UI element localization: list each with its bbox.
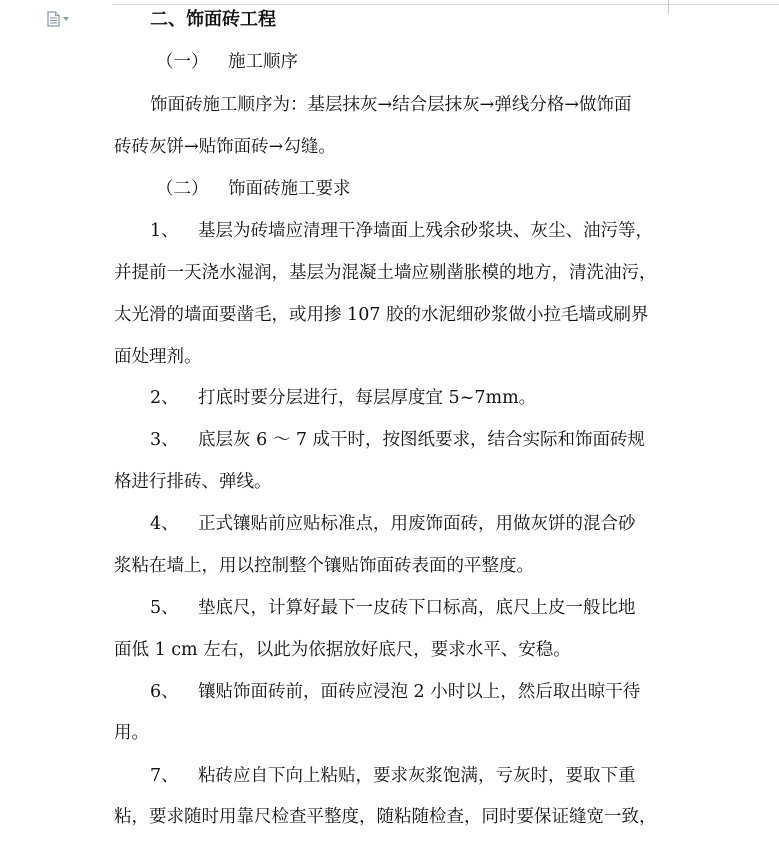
list-item-text: 底层灰 6 ～ 7 成干时，按图纸要求，结合实际和饰面砖规: [198, 430, 646, 450]
list-item-number: 1、: [150, 221, 179, 241]
page-corner-mark: [668, 0, 669, 14]
list-item-text: 太光滑的墙面要凿毛，或用掺 107 胶的水泥细砂浆做小拉毛墙或刷界: [114, 305, 649, 325]
list-item-number: 4、: [150, 514, 179, 534]
list-item: [150, 764, 636, 788]
section-heading-requirements: [156, 177, 351, 201]
list-item-text: 并提前一天浇水湿润，基层为混凝土墙应剔凿胀模的地方，清洗油污，: [114, 263, 657, 283]
list-item-number: 7、: [150, 766, 179, 786]
list-item: [150, 680, 640, 704]
list-item-number: 2、: [150, 388, 179, 408]
section-number: （二）: [156, 179, 209, 199]
list-item: [150, 428, 645, 452]
list-item-text: 正式镶贴前应贴标准点，用废饰面砖，用做灰饼的混合砂: [198, 514, 636, 534]
section-label: 施工顺序: [228, 52, 298, 72]
chevron-down-icon: [63, 17, 69, 21]
list-item: [150, 386, 536, 410]
list-item-text: 粘砖应自下向上粘贴，要求灰浆饱满，亏灰时，要取下重: [198, 766, 636, 786]
paragraph-line: 饰面砖施工顺序为：基层抹灰→结合层抹灰→弹线分格→做饰面: [150, 95, 632, 115]
list-item-text: 镶贴饰面砖前，面砖应浸泡 2 小时以上，然后取出晾干待: [198, 682, 641, 702]
list-item-number: 6、: [150, 682, 179, 702]
document-icon: [47, 11, 60, 27]
list-item-text: 打底时要分层进行，每层厚度宜 5~7mm。: [198, 388, 537, 408]
list-item-text: 格进行排砖、弹线。: [114, 472, 272, 492]
list-item-text: 粘，要求随时用靠尺检查平整度，随粘随检查，同时要保证缝宽一致，: [114, 807, 657, 827]
section-number: （一）: [156, 52, 209, 72]
list-item: [150, 512, 636, 536]
document-menu[interactable]: [47, 10, 75, 28]
list-item-text: 浆粘在墙上，用以控制整个镶贴饰面砖表面的平整度。: [114, 556, 534, 576]
list-item-number: 5、: [150, 598, 179, 618]
list-item-text: 基层为砖墙应清理干净墙面上残余砂浆块、灰尘、油污等，: [198, 221, 653, 241]
paragraph-line: 砖砖灰饼→贴饰面砖→勾缝。: [114, 137, 336, 157]
list-item: [150, 219, 653, 243]
section-heading-order: [156, 50, 298, 74]
list-item-text: 面处理剂。: [114, 347, 202, 367]
list-item: [150, 596, 636, 620]
list-item-number: 3、: [150, 430, 179, 450]
list-item-text: 用。: [114, 723, 149, 743]
page-title: 二、饰面砖工程: [150, 9, 276, 30]
list-item-text: 面低 1 cm 左右，以此为依据放好底尺，要求水平、安稳。: [114, 640, 571, 660]
list-item-text: 垫底尺，计算好最下一皮砖下口标高，底尺上皮一般比地: [198, 598, 636, 618]
page-top-border: [112, 4, 779, 5]
section-label: 饰面砖施工要求: [228, 179, 351, 199]
